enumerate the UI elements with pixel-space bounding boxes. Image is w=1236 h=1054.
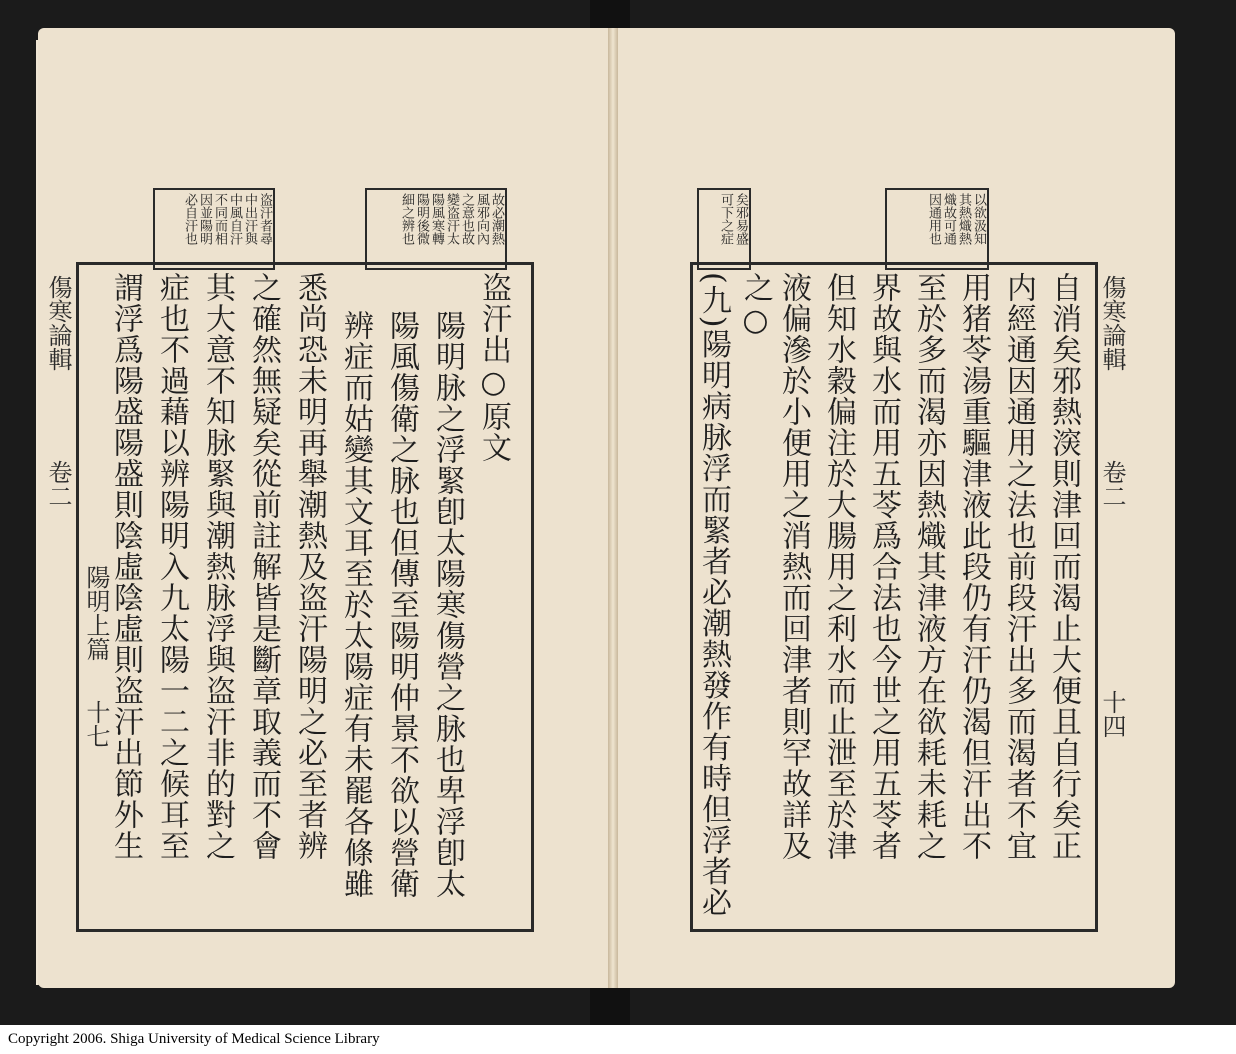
copyright-notice: Copyright 2006. Shiga University of Medical Science Library (8, 1031, 380, 1047)
right-body-column-6: 但知水穀偏注於大腸用之利水而止泄至於津 (821, 272, 856, 861)
left-header-note-2 (365, 188, 507, 270)
right-body-column-1: 自消矣邪熱㴱則津回而渴止大便且自行矣正 (1046, 272, 1081, 861)
left-margin-section: 陽明上篇 (82, 565, 110, 661)
note-line: 因通用也 (926, 193, 941, 245)
right-body-column-5: 界故與水而用五苓爲合法也今世之用五苓者 (866, 272, 901, 861)
right-body-column-7: 液偏滲於小便用之消熱而回津者則罕故詳及 (776, 272, 811, 861)
left-body-column-4: 辨症而姑變其文耳至於太陽症有未罷各條雖 (338, 310, 373, 899)
book-gutter (608, 28, 618, 988)
note-line: 陽風寒轉 (429, 193, 444, 245)
left-body-column-2: 陽明脉之浮緊卽太陽寒傷營之脉也卑浮卽太 (430, 310, 465, 899)
left-body-column-9: 謂浮爲陽盛陽盛則陰虛陰虛則盗汗出節外生 (108, 272, 143, 861)
note-line: 因並陽明 (197, 193, 212, 245)
left-body-column-5: 悉尚恐未明再舉潮熱及盗汗陽明之必至者辨 (292, 272, 327, 861)
note-line: 其熱熾熱 (956, 193, 971, 245)
note-line: 以欲汲知 (971, 193, 986, 245)
left-margin-volume: 卷二 (44, 460, 72, 508)
left-body-column-3: 陽風傷衛之脉也但傳至陽明仲景不欲以營衛 (384, 310, 419, 899)
note-line: 細之辨也 (399, 193, 414, 245)
right-header-note-1 (885, 188, 989, 270)
note-line: 陽明後微 (414, 193, 429, 245)
left-body-column-7: 其大意不知脉緊與潮熱脉浮與盗汗非的對之 (200, 272, 235, 861)
ribbon-bottom (590, 988, 630, 1025)
left-body-column-6: 之確然無疑矣從前註解皆是斷章取義而不會 (246, 272, 281, 861)
right-margin-page: 十四 (1098, 690, 1126, 738)
note-line: 矣邪易盛 (733, 193, 748, 245)
left-margin-title: 傷寒論輯 (44, 275, 72, 371)
note-line: 故必潮熱 (489, 193, 504, 245)
note-line: 盗汗者尋 (257, 193, 272, 245)
left-body-column-1: 盗汗出○原文 (476, 272, 511, 463)
right-margin-volume: 卷二 (1098, 460, 1126, 508)
left-header-note-1 (153, 188, 275, 270)
note-line: 必自汗也 (182, 193, 197, 245)
note-line: 不同而相 (212, 193, 227, 245)
right-margin-title: 傷寒論輯 (1098, 275, 1126, 371)
note-line: 中風自汗 (227, 193, 242, 245)
right-body-column-4: 至於多而渴亦因熱熾其津液方在欲耗未耗之 (911, 272, 946, 861)
note-line: 之意也故 (459, 193, 474, 245)
right-body-column-9: (九)陽明病脉浮而緊者必潮熱發作有時但浮者必 (696, 272, 731, 918)
right-header-note-2 (697, 188, 751, 270)
note-line: 變盗汗太 (444, 193, 459, 245)
right-body-column-3: 用猪苓湯重驅津液此段仍有汗仍渴但汗出不 (956, 272, 991, 861)
right-body-column-2: 内經通因通用之法也前段汗出多而渴者不宜 (1001, 272, 1036, 861)
ribbon-top (590, 0, 630, 28)
left-body-column-8: 症也不過藉以辨陽明入九太陽一二之候耳至 (154, 272, 189, 861)
note-line: 風邪向內 (474, 193, 489, 245)
note-line: 熾故可通 (941, 193, 956, 245)
note-line: 中出汗與 (242, 193, 257, 245)
note-line: 可下之症 (718, 193, 733, 245)
right-body-column-8: 之○ (738, 272, 773, 339)
left-margin-page: 十七 (82, 700, 110, 748)
